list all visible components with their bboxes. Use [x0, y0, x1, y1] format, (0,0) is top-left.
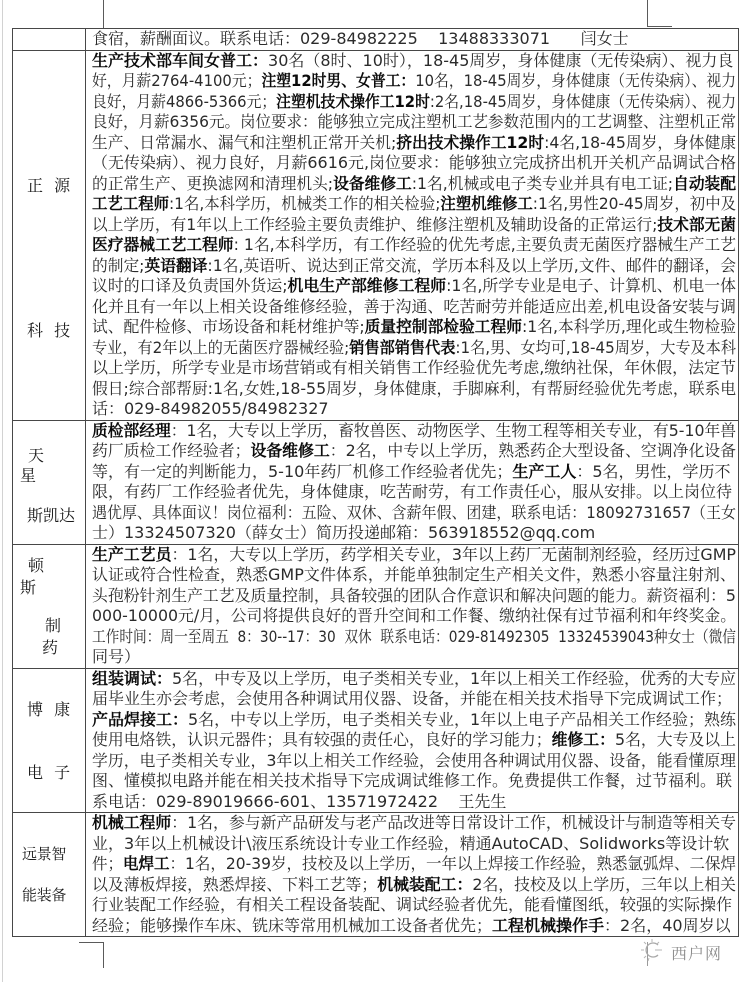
text-line	[92, 297, 736, 318]
text-line	[92, 586, 736, 607]
text-line-content	[92, 586, 736, 607]
text-line	[92, 565, 736, 586]
job-detail-text: :1名,本科学历，机械类工作的相关检验;	[168, 194, 441, 213]
text-line-content	[92, 29, 629, 50]
table-row-zhengyuan	[13, 50, 738, 420]
table-row-tianxing	[13, 420, 738, 544]
job-title: 电焊工	[123, 854, 170, 873]
job-details-cell	[86, 51, 738, 420]
text-line	[92, 792, 736, 813]
text-line	[92, 545, 736, 566]
company-name-label: 正 源	[27, 175, 71, 195]
text-line-content	[92, 112, 736, 133]
job-detail-text: 遇优厚、具体面议！岗位福利：五险、双休、含薪年假、团建，联系电话：18092731657（王女	[92, 502, 736, 522]
company-name-cell	[13, 545, 86, 668]
text-line	[92, 441, 736, 462]
job-title: 医疗器械工艺工程师	[92, 235, 234, 254]
job-detail-text: 件；	[92, 854, 124, 873]
text-line-content	[92, 751, 736, 772]
text-line-content	[92, 565, 736, 586]
text-line-content	[92, 895, 732, 916]
text-line-content	[92, 276, 736, 297]
recruitment-table	[12, 28, 739, 937]
text-line	[92, 71, 736, 92]
crop-mark-top-right-vertical	[647, 0, 648, 27]
text-line-content	[92, 523, 595, 544]
text-line-content	[92, 297, 736, 318]
company-name-label: 科 技	[27, 320, 71, 340]
job-detail-text: ：1名，大专以上学历，药学相关专业，3年以上药厂无菌制剂经验，经历过GMP	[171, 544, 737, 564]
company-name-label: 斯凯达	[27, 505, 76, 525]
company-name-cell	[13, 421, 86, 544]
job-title: 机械工程师	[92, 813, 172, 832]
text-line-content	[92, 834, 729, 855]
company-name-cell	[13, 29, 86, 50]
crop-mark-bottom-left-horizontal	[79, 942, 104, 943]
job-detail-text: 30名（8时、10时），18-45周岁，身体健康（无传染病）、视力良	[268, 50, 734, 70]
job-detail-text: 头孢粉针剂生产工艺及质量控制，具备较强的团队合作意识和解决问题的能力。薪资福利：5	[92, 585, 736, 605]
job-detail-text: ：2名，40周岁以	[604, 915, 731, 935]
crop-mark-top-right-horizontal	[647, 26, 672, 27]
text-line-content	[92, 399, 329, 420]
text-line-content	[92, 545, 736, 566]
table-row-yuanjing	[13, 812, 738, 936]
job-detail-text: 经验；能够操作车床、铣床等常用机械加工设备者优先；	[92, 915, 493, 935]
text-line-content	[92, 813, 736, 834]
company-name-cell	[13, 51, 86, 420]
job-detail-text: ：5名，男性，学历不	[576, 461, 731, 481]
job-detail-text: （无传染病）、视力良好，月薪6616元,岗位要求：能够独立完成挤出机开关机产品调试合格	[92, 153, 736, 172]
job-details-cell	[86, 669, 738, 813]
job-detail-text: 以及薄板焊接，熟悉焊接、下料工艺等；	[92, 874, 378, 894]
crop-mark-top-left	[103, 0, 104, 28]
job-details-cell	[86, 813, 738, 936]
text-line-content	[92, 235, 736, 256]
job-detail-text: :1名,所学专业是电子、计算机、机电一体	[446, 276, 736, 295]
text-line-content	[92, 916, 731, 937]
text-line	[92, 503, 736, 524]
job-detail-text: :4名,18-45周岁，身体健康	[544, 132, 736, 152]
job-title: 挤出技术操作工12时	[396, 132, 545, 152]
text-line-content	[92, 606, 736, 627]
text-line-content	[92, 133, 736, 154]
text-line	[92, 194, 736, 215]
text-line	[92, 771, 736, 792]
job-detail-text: 系电话：029-89019666-601、13571972422 王先生	[92, 791, 507, 811]
job-detail-text: 以上学历，所学专业是市场营销或有相关销售工作经验优先考虑,缴纳社保，年休假，法定节	[92, 358, 736, 377]
job-detail-text: 试、配件检修、市场设备和耗材维护等;	[92, 317, 365, 336]
job-detail-text: 化并且有一年以上相关设备维修经验，善于沟通、吃苦耐劳并能适应出差,机电设备安装与调	[92, 296, 736, 316]
job-detail-text: 话：029-84982055/84982327	[92, 399, 329, 418]
job-detail-text: 生产、日常漏水、漏气和注塑机正常开关机;	[92, 132, 397, 152]
job-detail-text: 10名，18-45周岁，身体健康（无传染病）、视力	[415, 71, 736, 90]
job-title: 产品焊接工：	[92, 709, 188, 729]
company-name-label: 制	[45, 615, 62, 635]
text-line	[92, 523, 736, 544]
text-line	[92, 730, 736, 751]
source-watermark	[639, 938, 722, 966]
text-line	[92, 379, 736, 400]
text-line-content	[92, 730, 736, 751]
text-line	[92, 813, 736, 834]
job-detail-text: :1名,男性20-45周岁，初中及	[532, 194, 736, 213]
job-detail-text: ：1名，参与新产品研发与老产品改进等日常设计工作，机械设计与制造等相关专	[171, 813, 736, 832]
job-title: 质量控制部检验工程师	[364, 317, 522, 336]
job-detail-text: :1名,男、女均可,18-45周岁，大专及本科	[455, 337, 736, 357]
text-line	[92, 627, 736, 648]
company-name-cell	[13, 669, 86, 813]
crop-mark-bottom-left-vertical	[103, 942, 104, 968]
job-detail-text: ：1名，大专以上学历，畜牧兽医、动物医学、生物工程等相关专业，有5-10年兽	[170, 420, 736, 440]
text-line	[92, 399, 736, 420]
text-line	[92, 647, 736, 668]
job-title: 工艺工程师	[92, 194, 169, 213]
job-title: 设备维修工	[333, 173, 412, 193]
job-detail-text: 假日;综合部帮厨:1名,女姓,18-55周岁，身体健康，手脚麻利，有帮厨经验优先考虑，联系电	[92, 378, 736, 398]
text-line	[92, 112, 736, 133]
text-line	[92, 751, 736, 772]
text-line	[92, 51, 736, 72]
job-details-cell	[86, 545, 738, 668]
job-detail-text: 工作时间：周一至周五 8：30--17：30 双休 联系电话：029-81492305 13324539043种女士（微信	[92, 626, 736, 646]
text-line	[92, 174, 736, 195]
text-line	[92, 235, 736, 256]
text-line	[92, 834, 736, 855]
text-line-content	[92, 503, 736, 524]
company-name-cell	[13, 813, 86, 936]
text-line	[92, 895, 736, 916]
job-detail-text: 使用电烙铁，认识元器件；具有较强的责任心，良好的学习能力；	[92, 730, 552, 749]
job-detail-text: 等，有一定的判断能力，5-10年药厂机修工作经验者优先；	[92, 461, 513, 481]
job-detail-text: 认证或符合性检查，熟悉GMP文件体系，并能单独制定生产相关文件，熟悉小容量注射剂、	[92, 565, 736, 584]
job-detail-text: 专业，有2年以上的无菌医疗器械经验;	[92, 337, 350, 357]
job-detail-text: :1名,本科学历,理化或生物检验	[521, 317, 736, 336]
company-name-label: 能装备	[22, 886, 67, 904]
job-title: 注塑机维修工	[440, 194, 533, 213]
text-line	[92, 710, 736, 731]
job-title: 注塑机技术操作工12时	[276, 91, 430, 111]
job-title: 设备维修工	[250, 441, 330, 460]
job-detail-text: 限，有药厂工作经验者优先，身体健康，吃苦耐劳，有工作责任心，服从安排。以上岗位待	[92, 482, 733, 501]
job-detail-text: 学历，电子类相关专业，3年以上相关工作经验，会使用各种调试用仪器、设备，能看懂原理	[92, 750, 736, 770]
company-name-label: 顿	[28, 555, 45, 575]
text-line	[92, 606, 736, 627]
job-title: 机电生产部维修工程师	[287, 276, 447, 295]
job-detail-text: 2名，技校及以上学历，三年以上相关	[472, 874, 736, 894]
job-detail-text: 图、懂模拟电路并能在相关技术指导下完成调试维修工作。免费提供工作餐，过节福利。联	[92, 771, 733, 790]
job-detail-text: ：1名，20-39岁，技校及以上学历，一年以上焊接工作经验，熟悉氩弧焊、二保焊	[169, 854, 736, 873]
text-line-content	[92, 854, 736, 875]
xihu-logo-icon	[639, 938, 667, 966]
text-line-content	[92, 71, 736, 92]
text-line-content	[92, 379, 736, 400]
company-name-label: 博 康	[27, 699, 71, 719]
text-line	[92, 669, 736, 690]
text-line-content	[92, 92, 736, 113]
text-line-content	[92, 875, 736, 896]
job-title: 生产工艺员	[92, 544, 172, 564]
table-row-bokang	[13, 668, 738, 813]
job-detail-text: 良好，月薪4866-5366元；	[92, 91, 277, 111]
text-line-content	[92, 441, 736, 462]
job-detail-text: 药厂质检工作经验者；	[92, 441, 251, 460]
job-detail-text: 同号）	[92, 647, 141, 666]
text-line-content	[92, 647, 140, 668]
text-line-content	[92, 771, 732, 792]
job-detail-text: 届毕业生亦会考虑，会使用各种调试用仪器、设备，并能在相关技术指导下完成调试工作；	[92, 689, 733, 708]
job-detail-text: 5名，中专以上学历，电子类相关专业，1年以上电子产品相关工作经验；熟练	[187, 709, 737, 729]
text-line	[92, 317, 736, 338]
job-title: 自动装配	[673, 173, 736, 193]
text-line-content	[92, 462, 731, 483]
text-line	[92, 338, 736, 359]
company-name-label: 星	[20, 465, 37, 485]
job-detail-text: 士）13324507320（薛女士）简历投递邮箱：563918552@qq.com	[92, 523, 596, 542]
job-detail-text: 的正常生产、更换滤网和清理机头;	[92, 173, 334, 193]
company-name-label: 天	[28, 445, 45, 465]
text-line-content	[92, 194, 736, 215]
watermark-text: 西户网	[671, 943, 723, 963]
job-title: 质检部经理	[92, 420, 171, 440]
job-detail-text: : 1名,本科学历，有工作经验的优先考虑,主要负责无菌医疗器械生产工艺	[233, 235, 736, 254]
text-line-content	[92, 51, 733, 72]
job-detail-text: 食宿，薪酬面议。联系电话：029-84982225 13488333071 闫女士	[92, 29, 629, 48]
text-line	[92, 462, 736, 483]
job-title: 销售部销售代表	[349, 337, 456, 357]
text-line	[92, 421, 736, 442]
job-details-cell	[86, 421, 738, 544]
job-detail-text: 好，月薪2764-4100元；	[92, 71, 262, 90]
company-name-label: 药	[42, 637, 59, 657]
text-line	[92, 92, 736, 113]
job-title: 注塑12时男、女普工：	[261, 71, 416, 90]
text-line-content	[92, 669, 736, 690]
job-title: 维修工：	[551, 730, 615, 749]
table-row-continuation	[13, 29, 738, 50]
job-detail-text: :1名,英语听、说达到正常交流，学历本科及以上学历,文件、邮件的翻译，会	[207, 255, 736, 275]
text-line-content	[92, 482, 732, 503]
text-line	[92, 29, 736, 50]
text-line	[92, 482, 736, 503]
text-line-content	[92, 174, 736, 195]
text-line	[92, 215, 736, 236]
job-title: 工程机械操作手	[492, 915, 605, 935]
text-line	[92, 153, 736, 174]
job-detail-text: 议时的口译及负责国外货运;	[92, 276, 288, 295]
text-line-content	[92, 317, 736, 338]
text-line-content	[92, 338, 736, 359]
text-line	[92, 256, 736, 277]
text-line-content	[92, 215, 736, 236]
job-detail-text: 的制定;	[92, 255, 145, 275]
text-line	[92, 358, 736, 379]
text-line	[92, 276, 736, 297]
job-detail-text: 业，3年以上机械设计\液压系统设计专业工作经验，精通AutoCAD、Solidworks等设计软	[92, 833, 730, 853]
text-line	[92, 875, 736, 896]
job-detail-text: ：2名，中专以上学历，熟悉药企大型设备、空调净化设备	[329, 441, 736, 460]
text-line-content	[92, 689, 732, 710]
job-title: 组装调试：	[92, 668, 172, 688]
job-title: 机械装配工：	[377, 874, 473, 894]
text-line-content	[92, 358, 736, 379]
job-detail-text: 5名，大专及以上	[614, 730, 736, 749]
text-line	[92, 689, 736, 710]
text-line	[92, 133, 736, 154]
company-name-label: 远景智	[22, 845, 67, 863]
job-title: 生产技术部车间女普工：	[92, 50, 269, 70]
job-detail-text: 5名，中专及以上学历，电子类相关专业，1年以上相关工作经验，优秀的大专应	[171, 668, 736, 688]
job-detail-text: 000-10000元/月，公司将提供良好的晋升空间和工作餐、缴纳社保有过节福利和年终奖金。	[92, 606, 736, 625]
job-detail-text: 行业装配工作经验，有相关工程设备装配、调试经验者优先，能看懂图纸，较强的实际操作	[92, 895, 733, 914]
company-name-label: 电 子	[27, 762, 71, 782]
job-detail-text: :2名,18-45周岁，身体健康（无传染病）、视力	[429, 91, 736, 111]
text-line-content	[92, 710, 736, 731]
text-line	[92, 854, 736, 875]
text-line-content	[92, 256, 736, 277]
job-detail-text: 以上学历，有1年以上工作经验主要负责维护、维修注塑机及辅助设备的正常运行;	[92, 214, 658, 234]
page-edge-line	[2, 0, 3, 982]
text-line-content	[92, 153, 736, 174]
job-detail-text: :1名,机械或电子类专业并具有电工证;	[411, 173, 674, 193]
text-line-content	[92, 421, 736, 442]
job-title: 生产工人	[512, 461, 577, 481]
text-line-content	[92, 792, 506, 813]
text-line	[92, 916, 736, 937]
company-name-label: 斯	[20, 577, 37, 597]
job-details-cell	[86, 29, 738, 50]
job-detail-text: 良好，月薪6356元。岗位要求：能够独立完成注塑机工艺参数范围内的工艺调整、注塑机正常	[92, 112, 736, 131]
text-line-content	[92, 627, 736, 648]
table-row-dunsi	[13, 544, 738, 668]
job-title: 技术部无菌	[657, 214, 736, 234]
job-title: 英语翻译	[144, 255, 208, 275]
